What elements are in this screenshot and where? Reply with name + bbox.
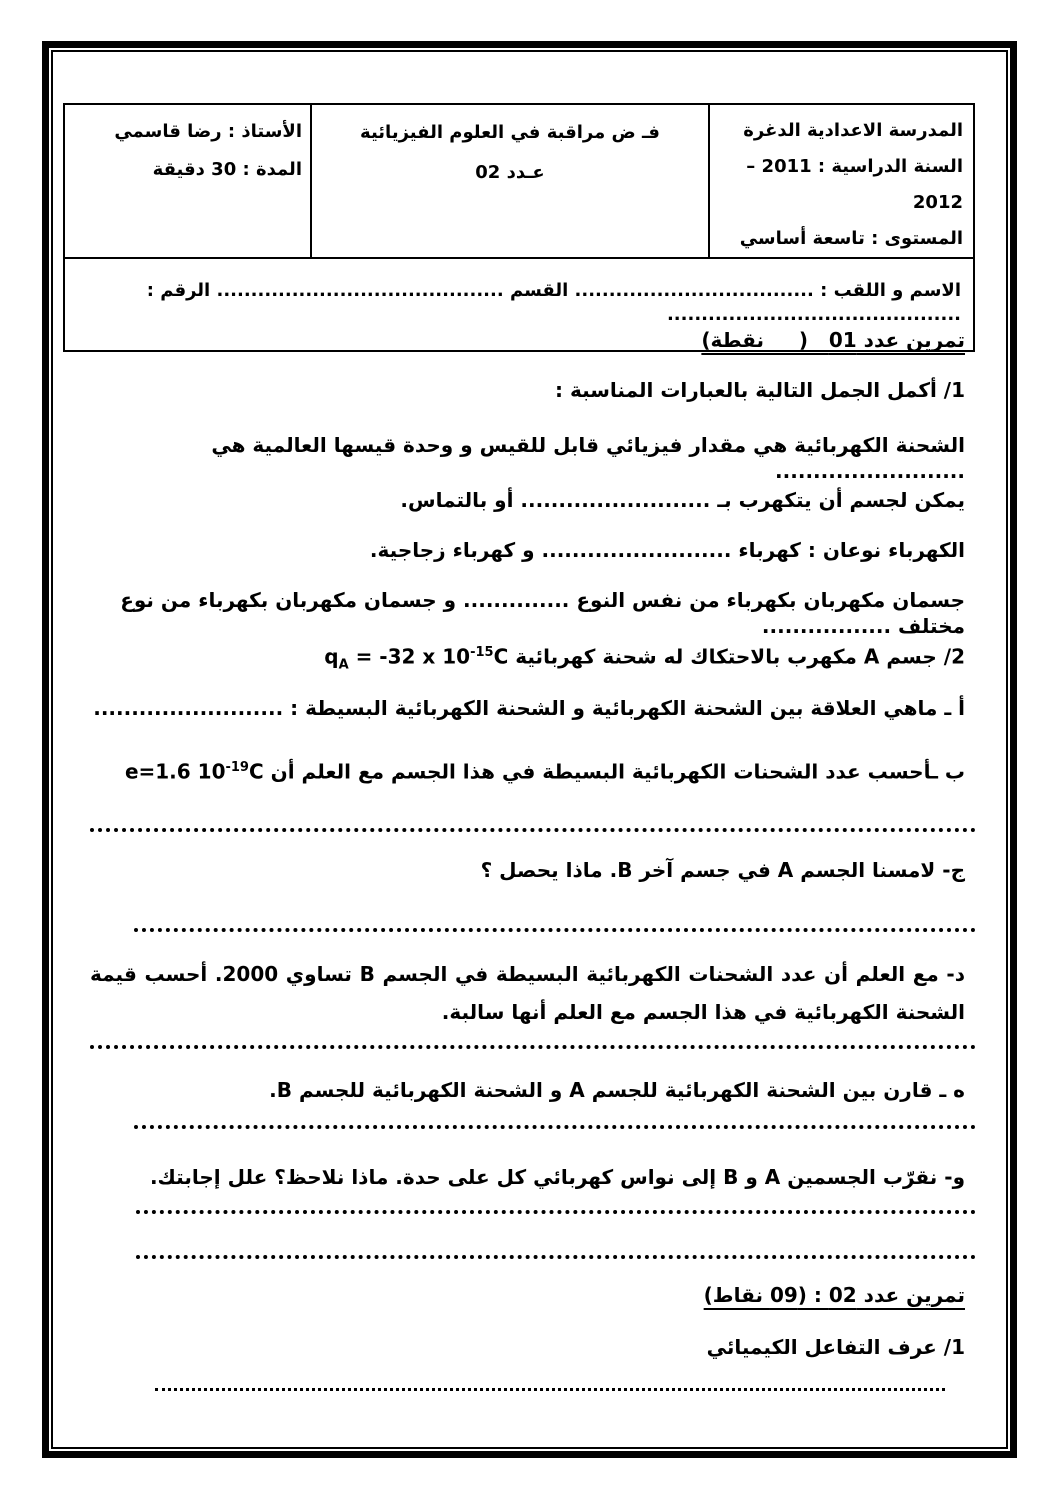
fill-blank-electrify: يمكن لجسم أن يتكهرب بـ ......................... أو بالتماس.	[400, 488, 965, 512]
teacher-info-cell	[64, 104, 311, 258]
header-row	[64, 104, 974, 258]
exercise1-question1: 1/ أكمل الجمل التالية بالعبارات المناسبة :	[555, 378, 965, 402]
charge-formula	[324, 640, 508, 679]
answer-dotted-line	[136, 1210, 976, 1214]
item-f: و- نقرّب الجسمين A و B إلى نواس كهربائي كل على حدة. ماذا نلاحظ؟ علل إجابتك.	[149, 1165, 965, 1189]
formula-sub-a: A	[338, 657, 349, 673]
formula-value: = -32 x 10	[348, 644, 471, 669]
formula-q: q	[324, 644, 339, 669]
formula-e-exponent: -19	[225, 760, 249, 775]
formula-e-unit: C	[248, 759, 264, 784]
question2-text: 2/ جسم A مكهرب بالاحتكاك له شحنة كهربائية	[508, 644, 965, 669]
answer-dotted-line	[134, 928, 976, 932]
answer-dotted-line	[90, 1045, 976, 1049]
answer-dotted-line	[155, 1388, 945, 1391]
student-identity-line: الاسم و اللقب : ................................... القسم .......................................... الرقم : ...........................................	[64, 258, 974, 351]
exam-duration: المدة : 30 دقيقة	[152, 159, 302, 180]
item-b	[90, 755, 965, 785]
item-a: أ ـ ماهي العلاقة بين الشحنة الكهربائية و الشحنة الكهربائية البسيطة : .........................	[93, 696, 965, 720]
school-level: المستوى : تاسعة أساسي	[739, 228, 963, 249]
item-d: د- مع العلم أن عدد الشحنات الكهربائية البسيطة في الجسم B تساوي 2000. أحسب قيمة الشحنة الكهربائية في هذا الجسم مع العلم أنها سالبة.	[90, 962, 965, 1024]
fill-blank-bodies: جسمان مكهربان بكهرباء من نفس النوع .............. و جسمان مكهربان بكهرباء من نوع مختلف .................	[120, 588, 965, 638]
fill-blank-charge: الشحنة الكهربائية هي مقدار فيزيائي قابل للقيس و وحدة قيسها العالمية هي .........................	[211, 433, 965, 483]
answer-dotted-line	[136, 1255, 976, 1259]
school-name: المدرسة الاعدادية الدغرة	[743, 120, 963, 141]
formula-unit: C	[493, 644, 509, 669]
school-info-cell	[709, 104, 974, 258]
teacher-name: الأستاذ : رضا قاسمي	[114, 121, 302, 142]
answer-dotted-line	[134, 1125, 976, 1129]
exercise2-title: تمرين عدد 02 : (09 نقاط)	[703, 1283, 965, 1307]
exam-title: فـ ض مراقبة في العلوم الفيزيائية	[360, 122, 660, 143]
item-b-text: ب ـأحسب عدد الشحنات الكهربائية البسيطة في هذا الجسم مع العلم أن	[263, 759, 965, 784]
elementary-charge-formula	[125, 755, 264, 785]
exercise2-question1: 1/ عرف التفاعل الكيميائي	[706, 1335, 965, 1359]
item-c: ج- لامسنا الجسم A في جسم آخر B. ماذا يحصل ؟	[480, 858, 965, 882]
header-table	[63, 103, 975, 352]
exam-number: عـدد 02	[475, 162, 545, 183]
fill-blank-types: الكهرباء نوعان : كهرباء ......................... و كهرباء زجاجية.	[369, 538, 965, 562]
formula-exponent: -15	[470, 645, 494, 660]
formula-e: e=1.6 10	[124, 759, 226, 784]
item-e: ه ـ قارن بين الشحنة الكهربائية للجسم A و الشحنة الكهربائية للجسم B.	[269, 1078, 965, 1102]
exam-page	[51, 50, 1008, 1449]
exam-title-cell	[311, 104, 709, 258]
page-border	[42, 41, 1017, 1458]
school-year: السنة الدراسية : 2011 ‏–‏ 2012	[746, 156, 963, 213]
exercise1-title: تمرين عدد 01 ( نقطة)	[701, 328, 965, 352]
exercise1-question2	[90, 640, 965, 679]
answer-dotted-line	[90, 828, 976, 832]
